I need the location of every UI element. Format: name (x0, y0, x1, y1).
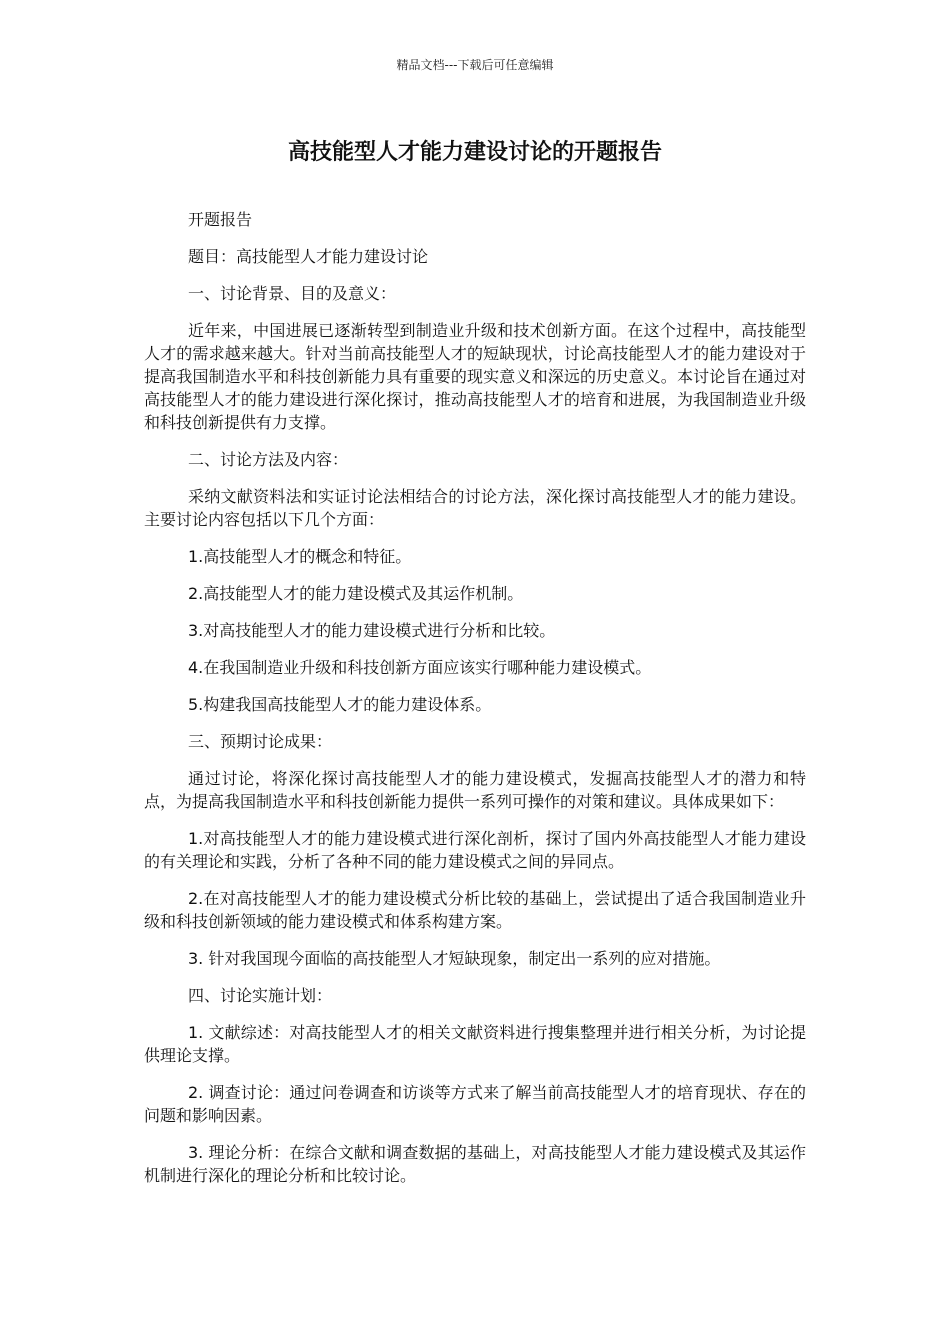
list-item-outcome-2: 2.在对高技能型人才的能力建设模式分析比较的基础上，尝试提出了适合我国制造业升级和科技创新领域的能力建设模式和体系构建方案。 (144, 889, 806, 931)
list-item-content-1: 1.高技能型人才的概念和特征。 (188, 547, 412, 566)
paragraph-report-label: 开题报告 (188, 210, 253, 229)
list-item-outcome-1: 1.对高技能型人才的能力建设模式进行深化剖析，探讨了国内外高技能型人才能力建设的有关理论和实践，分析了各种不同的能力建设模式之间的异同点。 (144, 829, 806, 871)
document-body (144, 208, 806, 1201)
section-heading-outcomes: 三、预期讨论成果： (188, 732, 333, 751)
list-item-plan-3: 3. 理论分析：在综合文献和调查数据的基础上，对高技能型人才能力建设模式及其运作机制进行深化的理论分析和比较讨论。 (144, 1143, 806, 1185)
list-item-content-5: 5.构建我国高技能型人才的能力建设体系。 (188, 695, 492, 714)
list-item-content-3: 3.对高技能型人才的能力建设模式进行分析和比较。 (188, 621, 556, 640)
section-heading-methods: 二、讨论方法及内容： (188, 450, 349, 469)
list-item-content-4: 4.在我国制造业升级和科技创新方面应该实行哪种能力建设模式。 (188, 658, 652, 677)
section-heading-plan: 四、讨论实施计划： (188, 986, 333, 1005)
paragraph-background: 近年来，中国进展已逐渐转型到制造业升级和技术创新方面。在这个过程中，高技能型人才的需求越来越大。针对当前高技能型人才的短缺现状，讨论高技能型人才的能力建设对于提高我国制造水平和科技创新能力具有重要的现实意义和深远的历史意义。本讨论旨在通过对高技能型人才的能力建设进行深化探讨，推动高技能型人才的培育和进展，为我国制造业升级和科技创新提供有力支撑。 (144, 321, 806, 432)
list-item-outcome-3: 3. 针对我国现今面临的高技能型人才短缺现象，制定出一系列的应对措施。 (188, 949, 721, 968)
list-item-plan-1: 1. 文献综述：对高技能型人才的相关文献资料进行搜集整理并进行相关分析，为讨论提供理论支撑。 (144, 1023, 806, 1065)
paragraph-topic: 题目：高技能型人才能力建设讨论 (188, 247, 429, 266)
page-header: 精品文档---下载后可任意编辑 (396, 58, 554, 72)
paragraph-outcomes: 通过讨论，将深化探讨高技能型人才的能力建设模式，发掘高技能型人才的潜力和特点，为提高我国制造水平和科技创新能力提供一系列可操作的对策和建议。具体成果如下： (144, 769, 806, 811)
section-heading-background: 一、讨论背景、目的及意义： (188, 284, 397, 303)
paragraph-methods: 采纳文献资料法和实证讨论法相结合的讨论方法，深化探讨高技能型人才的能力建设。主要讨论内容包括以下几个方面： (144, 487, 806, 529)
list-item-plan-2: 2. 调查讨论：通过问卷调查和访谈等方式来了解当前高技能型人才的培育现状、存在的问题和影响因素。 (144, 1083, 806, 1125)
document-title: 高技能型人才能力建设讨论的开题报告 (287, 140, 662, 165)
list-item-content-2: 2.高技能型人才的能力建设模式及其运作机制。 (188, 584, 524, 603)
